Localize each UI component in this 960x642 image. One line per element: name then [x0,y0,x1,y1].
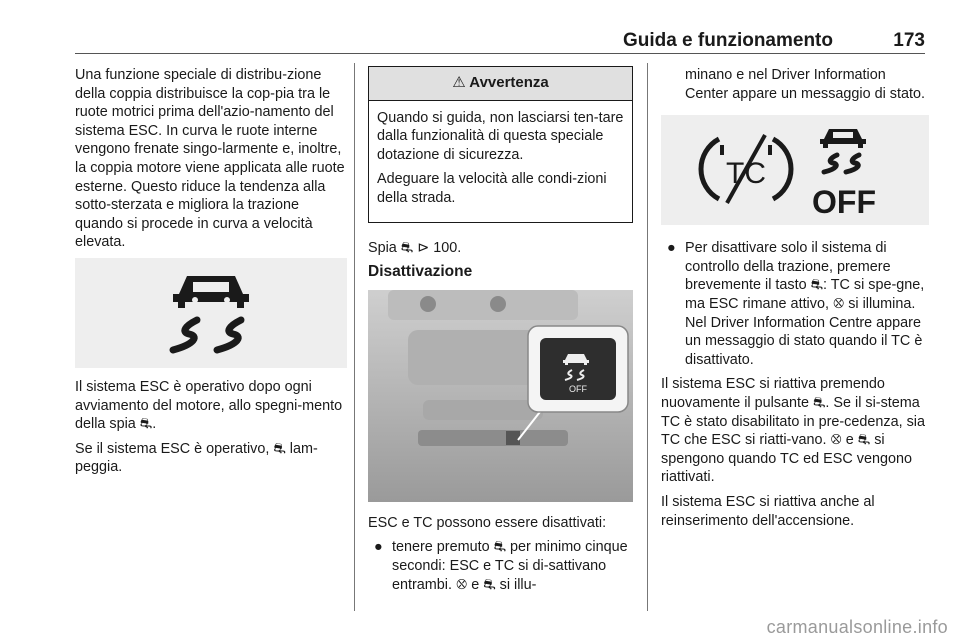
list-item: ● Per disattivare solo il sistema di controllo della trazione, premere brevemente il tasto ⛐: TC si spe-gne, ma ESC rimane attivo, ⛒ si illumina. Nel Driver Information Centre appare un messaggio di stato quando il TC è disattivato. [667,240,925,368]
header-rule [75,53,925,54]
paragraph-deactivate: ESC e TC possono essere disattivati: [368,514,607,531]
esc-off-label: OFF [812,184,876,221]
paragraph-torque: Una funzione speciale di distribu-zione della coppia distribuisce la cop-pia tra le ruote motrici prima dell'azio-namento del sistema ESC. In curva le ruote interne vengono frenate singo-larmente e, inoltre, la coppia motore viene applicata alle ruote esterne. Questo riduce la tendenza alla sotto-sterzata e migliora la trazione quando si procede in curva a velocità elevata. [75,67,345,251]
warning-triangle-icon: ⚠ [452,74,466,91]
tc-off-and-esc-off-icons [661,115,929,225]
deactivation-list [368,538,633,594]
console-photo-illustration [368,290,633,502]
column-2 [368,66,633,600]
esc-indicator-figure [75,258,347,368]
console-button-figure [368,290,633,502]
watermark: carmanualsonline.info [766,617,948,637]
warning-text-2: Adeguare la velocità alle condi-zioni della strada. [377,171,607,206]
paragraph-esc-flashing: Se il sistema ESC è operativo, ⛐ lam-peggia. [75,440,318,476]
column-1 [75,66,347,483]
warning-body [369,101,632,222]
esc-skid-car-icon [75,258,347,368]
column-divider-2 [647,63,648,611]
column-divider-1 [354,63,355,611]
warning-header [369,67,632,101]
paragraph-esc-operative: Il sistema ESC è operativo dopo ogni avviamento del motore, allo spegni-mento della spia ⛐. [75,378,343,433]
heading-disattivazione: Disattivazione [368,263,473,281]
bullet-icon: ● [667,240,676,257]
tc-off-esc-off-figure [661,115,929,225]
svg-text:TC: TC [726,157,766,191]
page-number: 173 [893,30,925,51]
tc-list [661,239,929,369]
paragraph-ignition: Il sistema ESC si riattiva anche al reinserimento dell'accensione. [661,493,875,529]
page-header [75,30,925,52]
warning-text-1: Quando si guida, non lasciarsi ten-tare dalla funzionalità di questa speciale dotazione di sicurezza. [377,109,624,163]
bullet-icon: ● [374,539,383,556]
spia-reference: Spia ⛐ ⊳ 100. [368,239,462,256]
section-title: Guida e funzionamento [622,30,833,51]
paragraph-reactivate: Il sistema ESC si riattiva premendo nuovamente il pulsante ⛐. Se il si-stema TC è stato disabilitato in pre-cedenza, sia TC che ESC si riatti-vano. ⛒ e ⛐ si spengono quando TC ed ESC vengono riattivati. [661,376,925,486]
warning-title: Avvertenza [469,74,549,91]
console-button-off-label: OFF [569,383,587,394]
warning-box [368,66,633,223]
column-3 [661,66,929,536]
list-item: ● tenere premuto ⛐ per minimo cinque secondi: ESC e TC si di-sattivano entrambi. ⛒ e ⛐ si illu- [374,539,628,593]
paragraph-continuation: minano e nel Driver Information Center appare un messaggio di stato. [685,67,925,102]
